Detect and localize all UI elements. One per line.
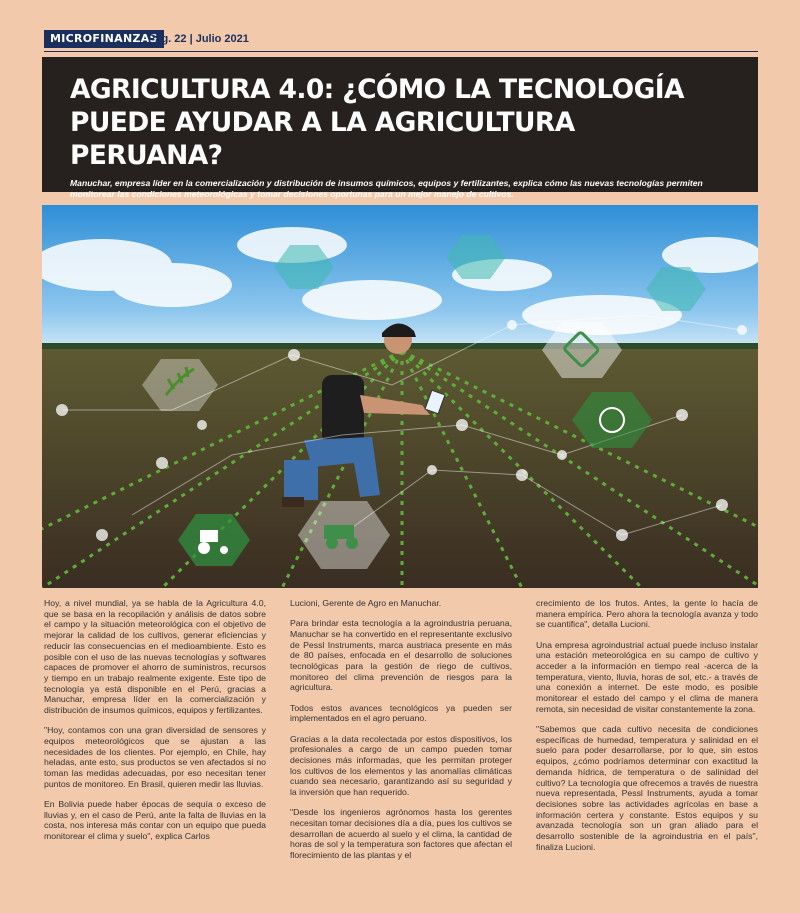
article-header <box>42 57 758 199</box>
article-title <box>70 73 730 172</box>
paragraph: Todos estos avances tecnológicos ya pueden ser implementados en el agro peruano. <box>290 702 512 724</box>
paragraph: Una empresa agroindustrial actual puede incluso instalar una estación meteorológica en su campo de cultivo y acceder a la información en tiempo real -acerca de la temperatura, viento, lluvia, horas de sol, etc.- a través de una conexión a internet. De este modo, es posible monitorear el estado del campo y el clima de manera remota, sin necesidad de visitar constantemente la zona. <box>536 639 758 714</box>
paragraph: En Bolivia puede haber épocas de sequía o exceso de lluvias y, en el caso de Perú, ante la falta de lluvias en la costa, nos interesa más contar con un equipo que pueda monitorear el clima y suelo", explica Carlos <box>44 798 266 842</box>
title-line-1: AGRICULTURA 4.0: ¿CÓMO LA TECNOLOGÍA <box>70 74 684 105</box>
paragraph: Lucioni, Gerente de Agro en Manuchar. <box>290 598 442 608</box>
paragraph: "Desde los ingenieros agrónomos hasta los gerentes necesitan tomar decisiones día a día, pues los cultivos se desarrollan de acuerdo al suelo y el clima, la cantidad de horas de sol y la temperatura son factores que afectan el florecimiento de las plantas y el <box>290 807 512 861</box>
page-info: Pág. 22 | Julio 2021 <box>148 33 249 45</box>
article-photo <box>42 205 758 588</box>
header-rule <box>44 51 758 52</box>
article-standfirst: Manuchar, empresa líder en la comercialización y distribución de insumos químicos, equipos y fertilizantes, explica cómo las nuevas tecnologías permiten monitorear las condiciones meteorológicas y tomar decisiones oportunas para un mejor manejo de cultivos. <box>70 178 703 199</box>
article-column-3 <box>536 598 758 862</box>
article-column-1 <box>44 598 266 851</box>
paragraph: Para brindar esta tecnología a la agroindustria peruana, Manuchar se ha convertido en el representante exclusivo de Pessl Instruments, marca austriaca presente en más de 80 países, enfocada en el desarrollo de soluciones tecnológicas para la gestión de riego de cultivos, monitoreo del clima prevención de riesgos para la agricultura. <box>290 618 512 693</box>
paragraph: Hoy, a nivel mundial, ya se habla de la Agricultura 4.0, que se basa en la recopilación y análisis de datos sobre el campo y la situación meteorológica con el objetivo de mejorar la calidad de los cultivos, generar eficiencias y reducir las consecuencias en el medioambiente. Esto es posible con el uso de las nuevas tecnologías y softwares capaces de promover el ahorro de suministros, recursos y tiempo en un trabajo realmente exigente. Este tipo de tecnología ya está disponible en el Perú, gracias a Manuchar, empresa líder en la comercialización y distribución de insumos químicos, equipos y fertilizantes. <box>44 598 266 716</box>
paragraph: crecimiento de los frutos. Antes, la gente lo hacía de manera empírica. Pero ahora la tecnología avanza y todo se cuantifica", detalla Lucioni. <box>536 598 758 630</box>
title-line-2: PUEDE AYUDAR A LA AGRICULTURA PERUANA? <box>70 107 575 171</box>
page-header <box>0 28 800 54</box>
paragraph: Gracias a la data recolectada por estos dispositivos, los profesionales a cargo de un campo pueden tomar decisiones más informadas, que les permitan proteger los cultivos de los elementos y las anomalías climáticas cuando sea necesario, garantizando así su seguridad y la inversión que han requerido. <box>290 733 512 798</box>
paragraph: "Sabemos que cada cultivo necesita de condiciones específicas de humedad, temperatura y salinidad en el suelo para poder desarrollarse, por lo que, sin estos equipos, ¿cómo podríamos determinar con exactitud la demanda hídrica, de temperatura o de salinidad del cultivo? La tecnología que ofrecemos a través de nuestra nueva representada, Pessl Instruments, ayuda a tomar decisiones sobre las actividades agrícolas en base a información certera y constante. Estos equipos y su avanzada tecnología son un gran aliado para el desarrollo sostenible de la agroindustria en el país", finaliza Lucioni. <box>536 724 758 852</box>
magazine-brand: MICROFINANZAS <box>44 30 164 48</box>
article-column-2 <box>290 598 512 870</box>
paragraph: "Hoy, contamos con una gran diversidad de sensores y equipos meteorológicos que se ajustan a las necesidades de los clientes. Por ejemplo, en Chile, hay heladas, ante esto, sus productos se ven afectados si no toman las medidas adecuadas, por eso necesitan tener puntos de monitoreo. En Brasil, quieren medir las lluvias. <box>44 725 266 789</box>
